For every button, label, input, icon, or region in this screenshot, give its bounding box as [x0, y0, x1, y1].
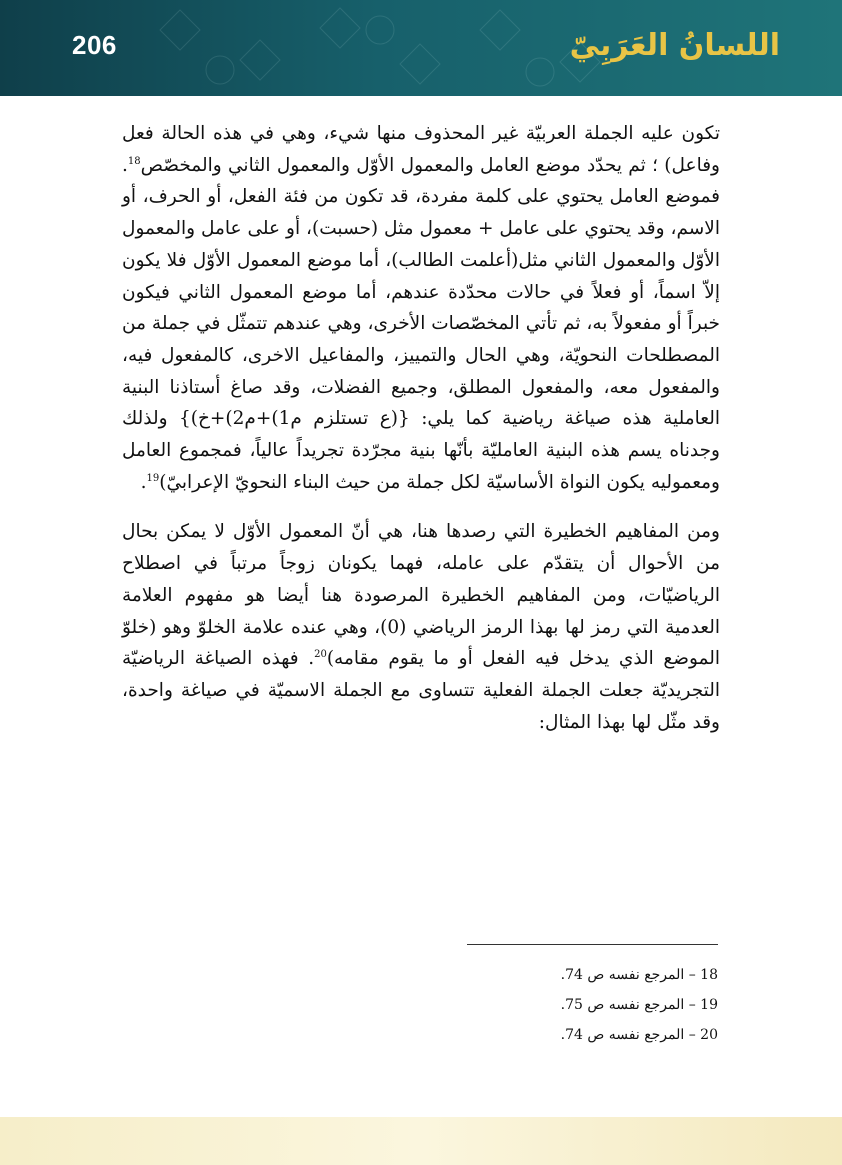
footnote-divider	[467, 944, 718, 945]
paragraph-1-segment: . فموضع العامل يحتوي على كلمة مفردة، قد تكون من فئة الفعل، أو الحرف، أو الاسم، وقد يحتوي على عامل + معمول مثل (حسبت)، أو على عامل والمعمول الأوّل والمعمول الثاني مثل(أعلمت الطالب)، أما موضع المعمول الأوّل فلا يكون إلاّ اسماً، أو فعلاً في حالات محدّدة عندهم، أما موضع المعمول الثاني فيكون خبراً أو مفعولاً به، ثم تأتي المخصّصات الأخرى، وهي عندهم تتمثّل في جملة من المصطلحات النحويّة، وهي الحال والتمييز، والمفاعيل الاخرى، كالمفعول فيه، والمفعول معه، والمفعول المطلق، وجميع الفضلات، وقد صاغ أستاذنا البنية العاملية هذه صياغة رياضية كما يلي: {(ع تستلزم م1)+م2)+خ)} ولذلك وجدناه يسم هذه البنية العامليّة بأنّها بنية مجرّدة تجريداً عالياً، فمجموع العامل ومعموليه يكون النواة الأساسيّة لكل جملة من حيث البناء النحويّ الإعرابيّ)	[122, 154, 720, 493]
footnote-ref-18[interactable]: 18	[127, 155, 141, 167]
paragraph-2-segment: ومن المفاهيم الخطيرة التي رصدها هنا، هي أنّ المعمول الأوّل لا يمكن بحال من الأحوال أن يتقدّم على عامله، فهما يكونان زوجاً مرتباً في اصطلاح الرياضيّات، ومن المفاهيم الخطيرة المرصودة هنا أيضا هو مفهوم العلامة العدمية التي رمز لها بهذا الرمز الرياضي (0)، وهي عنده علامة الخلوّ وهو (خلوّ الموضع الذي يدخل فيه الفعل أو ما يقوم مقامه)	[122, 521, 720, 670]
footnote-ref-20[interactable]: 20	[314, 649, 327, 661]
paragraph-1	[122, 118, 720, 498]
paragraph-1-segment: تكون عليه الجملة العربيّة غير المحذوف منها شيء، وهي في هذه الحالة فعل وفاعل) ؛ ثم يحدّد موضع العامل والمعمول الأوّل والمعمول الثاني والمخصّص	[122, 123, 720, 176]
footnotes	[318, 960, 718, 1050]
paragraph-2-segment: . فهذه الصياغة الرياضيّة التجريديّة جعلت الجملة الفعلية تتساوى مع الجملة الاسميّة في صياغة واحدة، وقد مثّل لها بهذا المثال:	[122, 648, 720, 733]
footnote-20: 20 – المرجع نفسه ص 74.	[560, 1027, 718, 1043]
page-number: 206	[72, 30, 117, 60]
footnote-18: 18 – المرجع نفسه ص 74.	[560, 967, 718, 983]
paragraph-2	[122, 516, 720, 738]
article-body	[122, 118, 720, 738]
footer-band	[0, 1117, 842, 1165]
journal-logo: اللسانُ العَرَبِيّ	[569, 28, 780, 63]
footnote-19: 19 – المرجع نفسه ص 75.	[560, 997, 718, 1013]
paragraph-1-segment: .	[140, 471, 147, 493]
page-header	[0, 0, 842, 96]
footnote-ref-19[interactable]: 19	[146, 472, 160, 484]
